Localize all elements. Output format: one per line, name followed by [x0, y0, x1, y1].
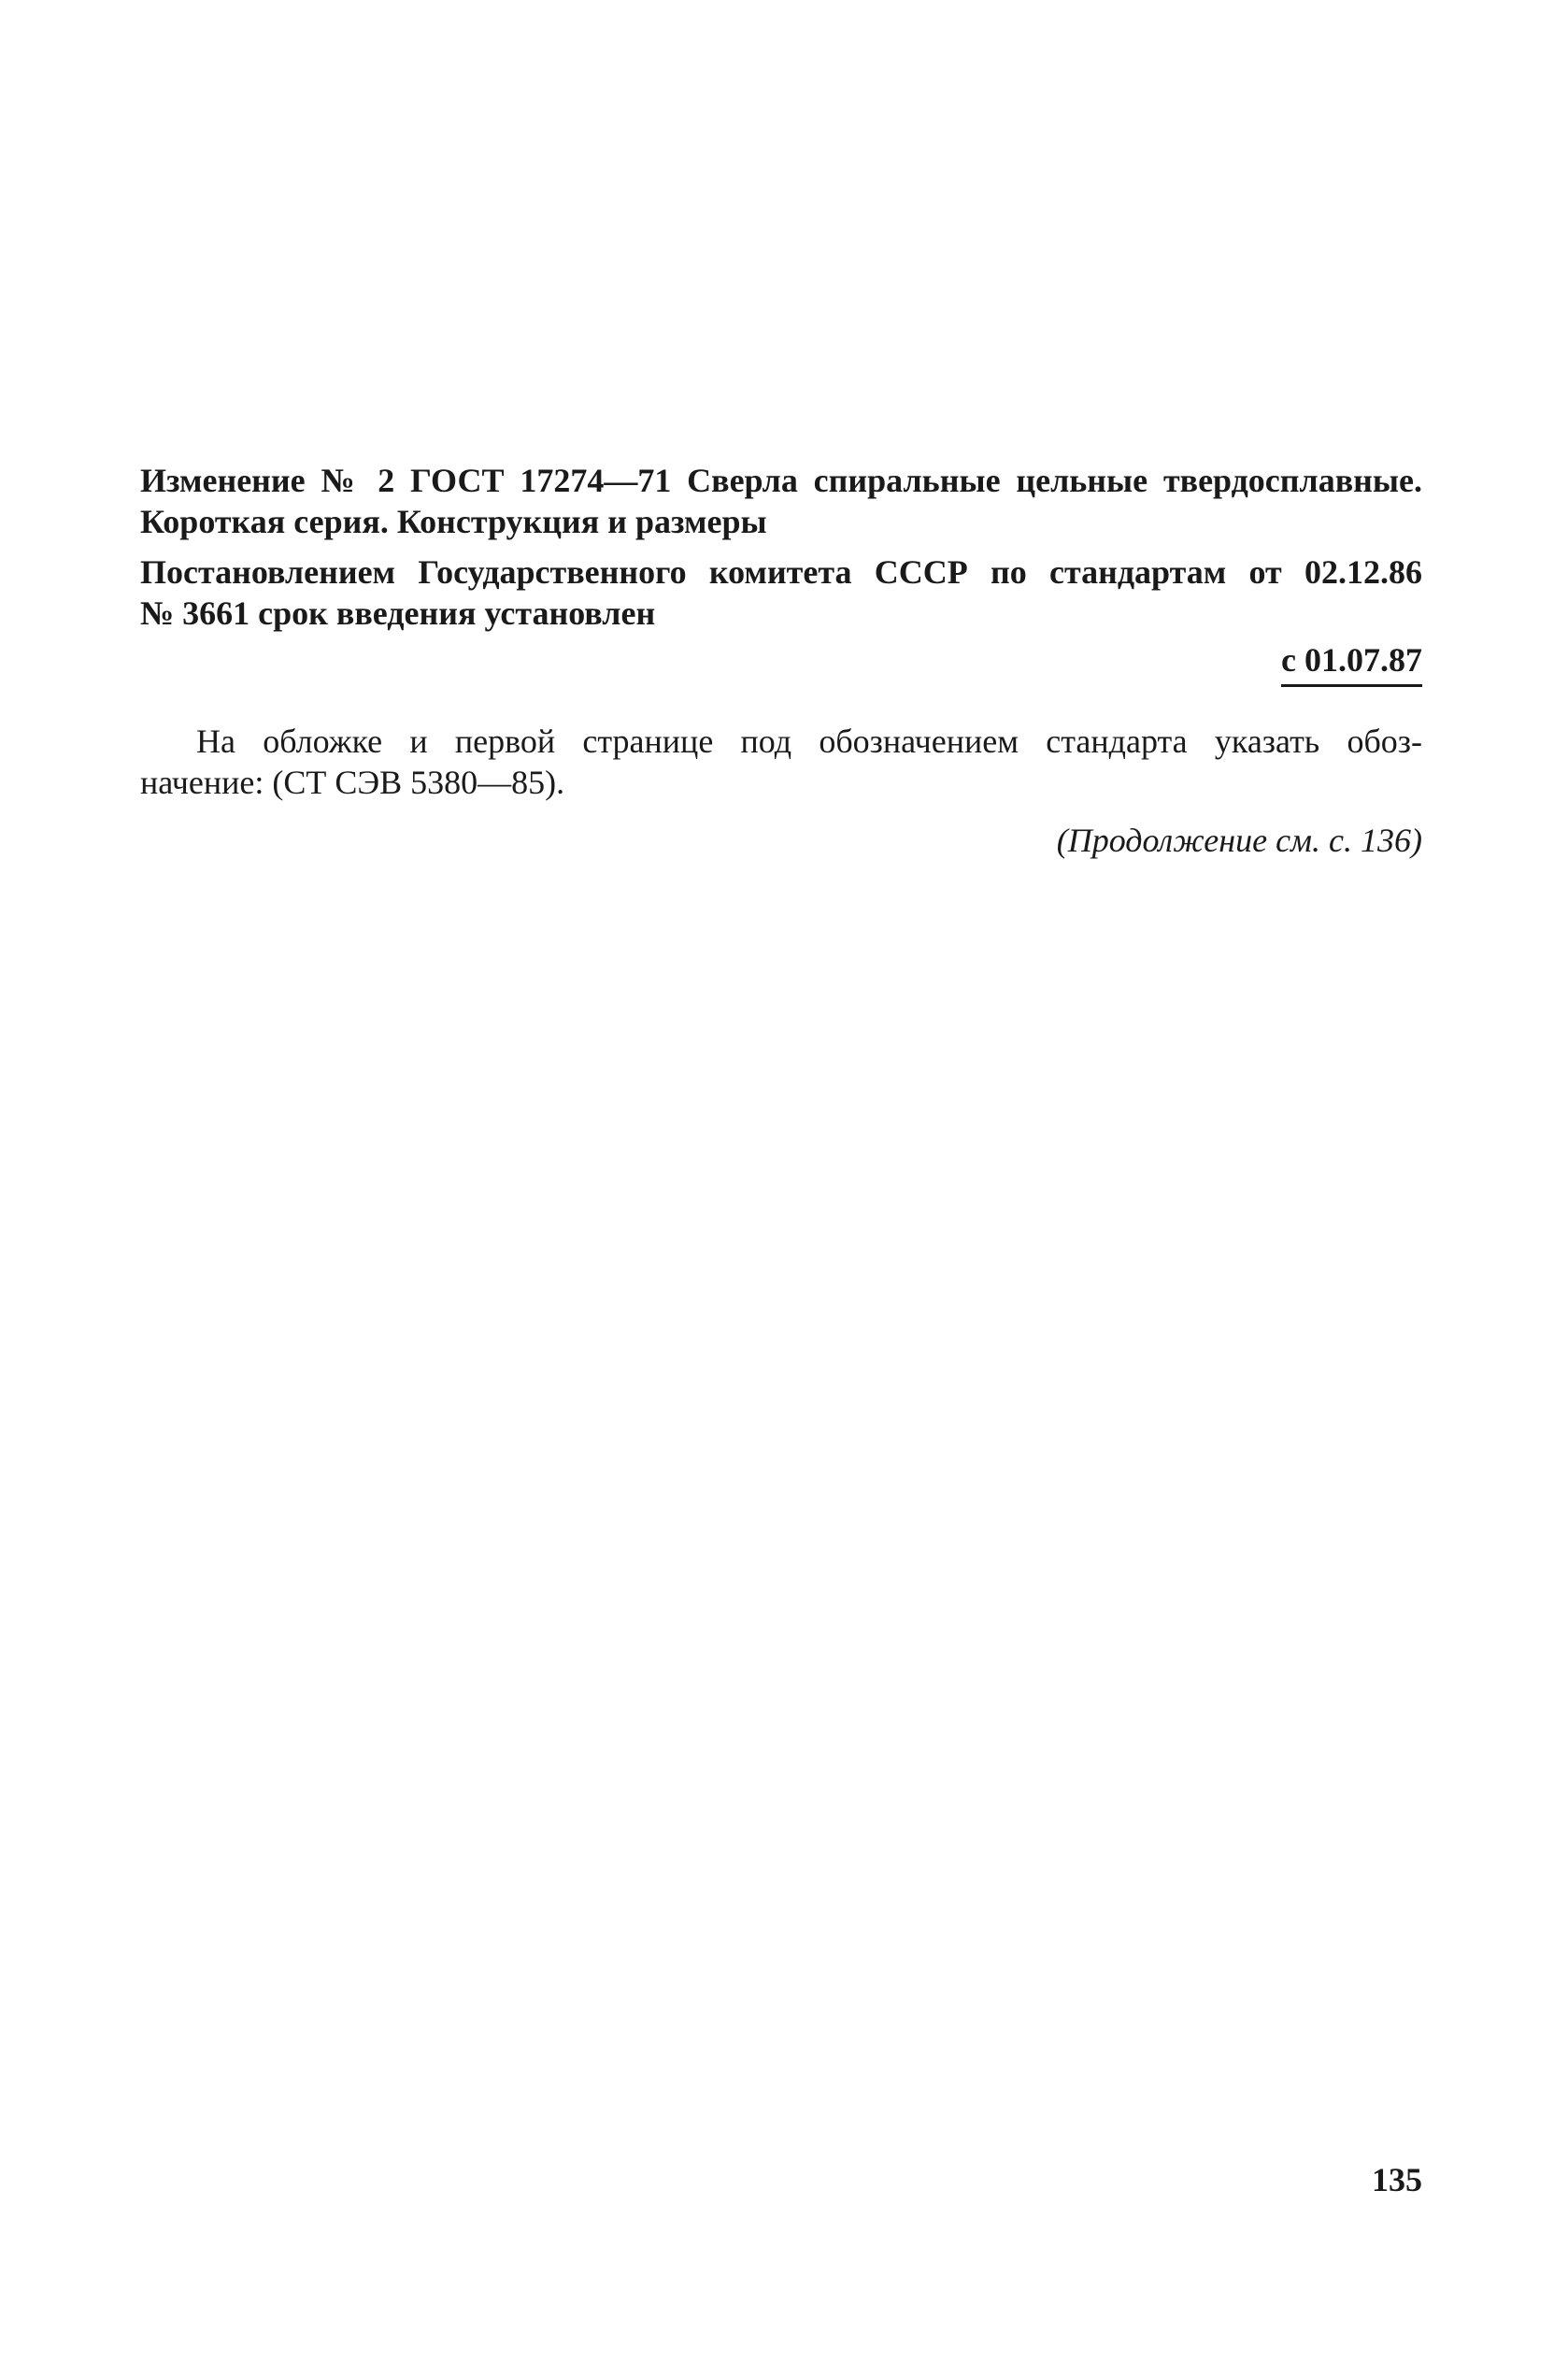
- effective-date: с 01.07.87: [1281, 639, 1422, 687]
- document-content: [140, 460, 1422, 861]
- decree-paragraph: [140, 551, 1422, 634]
- amendment-title-line-2: Короткая серия. Конструкция и размеры: [140, 503, 767, 540]
- body-paragraph: [140, 721, 1422, 803]
- decree-line-1: Постановлением Государственного комитета СССР по стандартам от 02.12.86: [140, 553, 1422, 591]
- amendment-title-line-1: Изменение № 2 ГОСТ 17274—71 Сверла спиральные цельные твердосплавные.: [140, 462, 1422, 499]
- effective-date-row: [140, 639, 1422, 687]
- amendment-title: [140, 460, 1422, 542]
- body-line-1: На обложке и первой странице под обозначением стандарта указать обоз-: [196, 723, 1422, 760]
- page-number: 135: [1372, 2161, 1422, 2198]
- decree-line-2: № 3661 срок введения установлен: [140, 594, 656, 632]
- body-line-2: начение: (СТ СЭВ 5380—85).: [140, 764, 565, 801]
- continuation-note: (Продолжение см. с. 136): [1056, 822, 1422, 859]
